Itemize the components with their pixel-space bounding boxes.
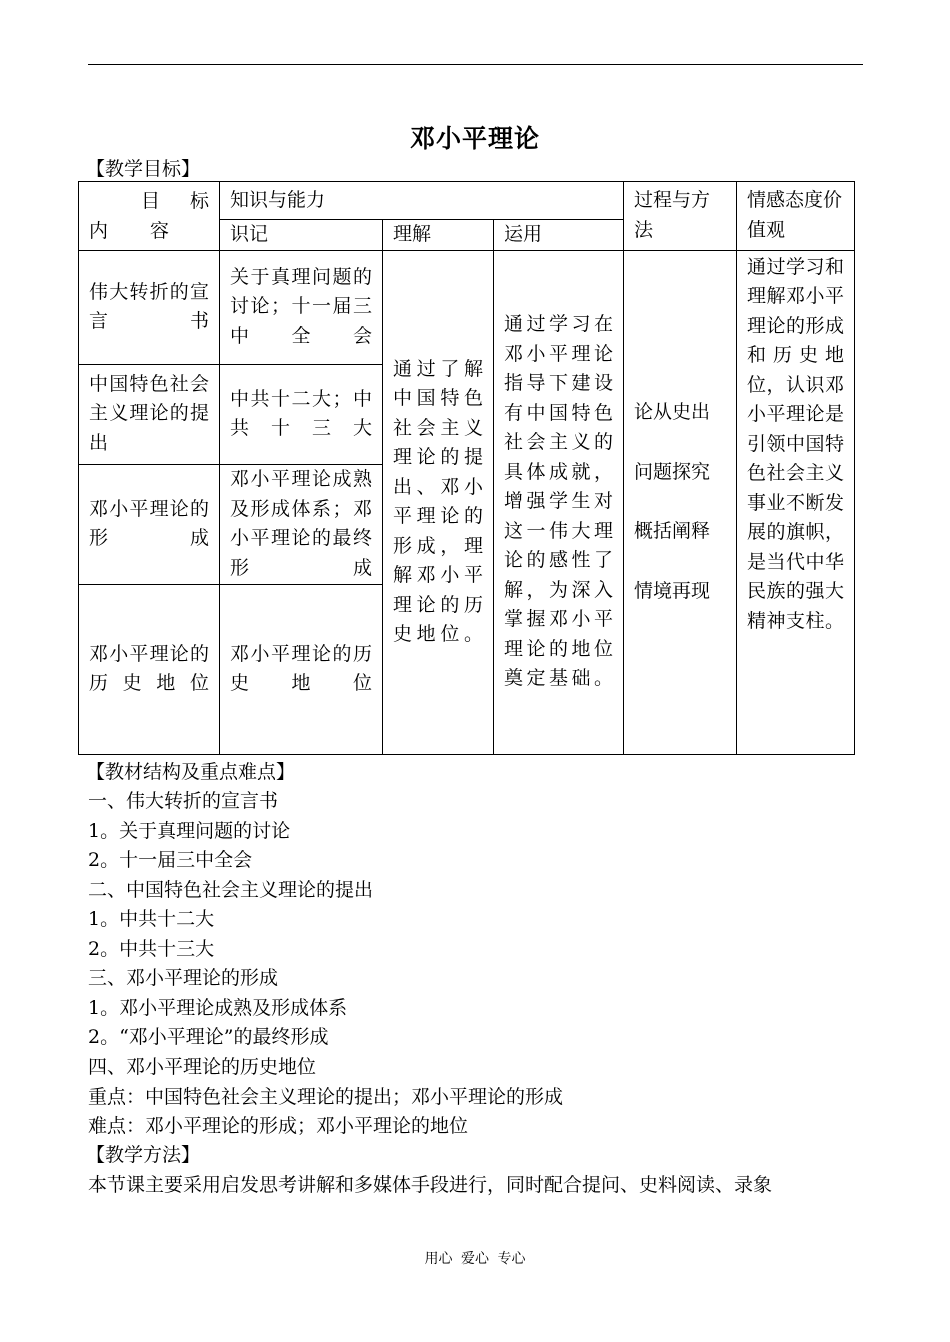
structure-line: 1。关于真理问题的讨论 [88, 820, 291, 842]
understand-cell: 通过了解中国特色社会主义理论的提出、邓小平理论的形成，理解邓小平理论的历史地位。 [383, 250, 494, 754]
process-methods-cell [624, 250, 737, 754]
header-emotion: 情感态度价值观 [737, 182, 855, 251]
section-header-structure: 【教材结构及重点难点】 [86, 761, 296, 783]
recall-cell-1: 关于真理问题的讨论；十一届三中全会 [220, 250, 383, 364]
recall-cell-2: 中共十二大；中共十三大 [220, 364, 383, 464]
method-item: 情境再现 [634, 579, 711, 602]
structure-line: 四、邓小平理论的历史地位 [88, 1056, 317, 1078]
table-corner-cell [79, 182, 220, 251]
content-cell-2: 中国特色社会主义理论的提出 [79, 364, 220, 464]
teaching-method-text: 本节课主要采用启发思考讲解和多媒体手段进行，同时配合提问、史料阅读、录象 [88, 1174, 773, 1196]
content-cell-1: 伟大转折的宣言书 [79, 250, 220, 364]
structure-line: 2。十一届三中全会 [88, 849, 253, 871]
structure-line: 2。“邓小平理论”的最终形成 [88, 1026, 329, 1048]
structure-line: 一、伟大转折的宣言书 [88, 790, 279, 812]
subheader-understand: 理解 [383, 220, 494, 251]
difficult-point-line: 难点：邓小平理论的形成；邓小平理论的地位 [88, 1115, 469, 1137]
corner-bottom-char-1: 内 [89, 220, 109, 242]
method-item: 论从史出 [634, 401, 711, 423]
page-footer: 用心 爱心 专心 [424, 1251, 526, 1267]
corner-top-char-1: 目 [141, 190, 161, 212]
recall-cell-4: 邓小平理论的历史地位 [220, 584, 383, 754]
method-item: 问题探究 [634, 460, 711, 483]
subheader-apply: 运用 [494, 220, 624, 251]
header-rule [88, 64, 863, 65]
structure-line: 2。中共十三大 [88, 938, 215, 960]
page-title: 邓小平理论 [409, 124, 540, 153]
teaching-goals-table [78, 181, 855, 755]
corner-top-char-2: 标 [189, 190, 209, 212]
content-cell-4: 邓小平理论的历史地位 [79, 584, 220, 754]
section-header-method: 【教学方法】 [86, 1144, 201, 1166]
header-process: 过程与方法 [624, 182, 737, 251]
subheader-recall: 识记 [220, 220, 383, 251]
structure-line: 1。邓小平理论成熟及形成体系 [88, 997, 348, 1019]
recall-cell-3: 邓小平理论成熟及形成体系；邓小平理论的最终形成 [220, 464, 383, 584]
structure-line: 二、中国特色社会主义理论的提出 [88, 879, 374, 901]
header-knowledge: 知识与能力 [220, 182, 624, 220]
corner-bottom-char-2: 容 [149, 220, 169, 242]
section-header-goals: 【教学目标】 [86, 158, 201, 180]
structure-line: 三、邓小平理论的形成 [88, 967, 279, 989]
content-cell-3: 邓小平理论的形成 [79, 464, 220, 584]
key-point-line: 重点：中国特色社会主义理论的提出；邓小平理论的形成 [88, 1086, 564, 1108]
method-item: 概括阐释 [634, 520, 711, 542]
emotion-cell: 通过学习和理解邓小平理论的形成和历史地位，认识邓小平理论是引领中国特色社会主义事业不断发展的旗帜，是当代中华民族的强大精神支柱。 [737, 250, 855, 754]
structure-line: 1。中共十二大 [88, 908, 215, 930]
apply-cell: 通过学习在邓小平理论指导下建设有中国特色社会主义的具体成就，增强学生对这一伟大理论的感性了解，为深入掌握邓小平理论的地位奠定基础。 [494, 250, 624, 754]
